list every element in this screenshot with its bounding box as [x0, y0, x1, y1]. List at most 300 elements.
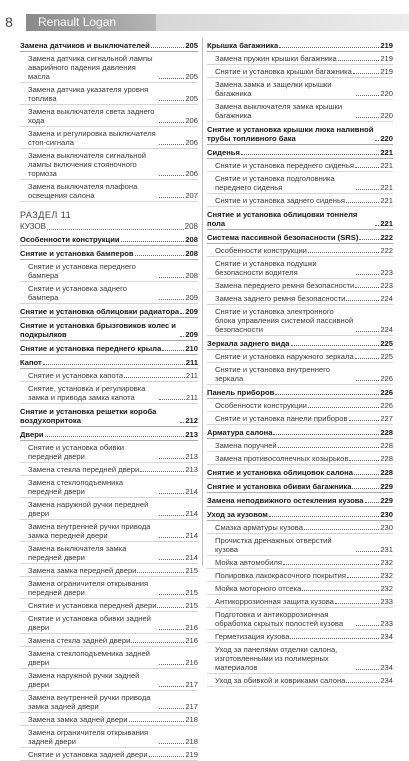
toc-leader	[353, 73, 380, 74]
toc-entry-title: Снятие и установка подушки безопасности водителя	[215, 259, 317, 277]
toc-leader	[162, 350, 184, 351]
toc-entry-page: 221	[380, 148, 393, 157]
toc-leader	[159, 664, 184, 665]
toc-leader	[159, 197, 184, 198]
toc-entry-page: 214	[185, 487, 198, 496]
toc-leader	[45, 436, 185, 437]
toc-entry-page: 211	[185, 371, 198, 380]
toc-entry[interactable]	[207, 339, 393, 350]
toc-leader	[124, 377, 185, 378]
toc-entry[interactable]	[207, 148, 393, 159]
toc-entry-title: Снятие и установка обивки багажника	[207, 482, 352, 491]
toc-entry-page: 232	[380, 584, 393, 593]
toc-subentry[interactable]	[20, 151, 198, 180]
toc-subentry[interactable]	[20, 129, 198, 149]
toc-entry-title: Снятие и установка брызговиков колес и подкрылков	[20, 321, 176, 339]
toc-entry-page: 211	[185, 358, 198, 367]
book-title: Renault Logan	[38, 15, 117, 29]
toc-entry-page: 221	[380, 161, 393, 170]
toc-entry-page: 219	[380, 41, 393, 50]
toc-entry-page: 230	[380, 523, 393, 532]
toc-entry[interactable]	[20, 235, 198, 246]
toc-entry-title: Уход за панелями отделки салона, изготовленными из полимерных материалов	[215, 645, 338, 672]
toc-subentry[interactable]	[20, 443, 198, 463]
toc-entry[interactable]	[20, 358, 198, 369]
toc-subentry[interactable]	[207, 645, 393, 674]
toc-leader	[354, 474, 379, 475]
toc-right-column	[207, 38, 393, 687]
toc-entry[interactable]	[20, 321, 198, 341]
toc-entry-title: Снятие и установка решетки короба воздухопритока	[20, 407, 157, 425]
toc-entry-page: 205	[185, 41, 198, 50]
toc-entry-title: Снятие и установка наружного зеркала	[215, 352, 354, 361]
toc-entry-page: 205	[185, 72, 198, 81]
toc-entry-page: 209	[185, 293, 198, 302]
toc-subentry[interactable]	[20, 566, 198, 577]
toc-leader	[359, 239, 379, 240]
toc-entry-title: Снятие и установка панели приборов	[215, 414, 348, 423]
toc-entry-page: 220	[380, 111, 393, 120]
header-bar	[156, 14, 409, 31]
toc-subentry[interactable]	[207, 259, 393, 279]
toc-subentry[interactable]	[207, 54, 393, 65]
toc-subentry[interactable]	[207, 454, 393, 465]
toc-entry-title: Особенности конструкции	[215, 246, 307, 255]
toc-subentry[interactable]	[207, 161, 393, 172]
toc-subentry[interactable]	[207, 584, 393, 595]
column-divider	[202, 38, 203, 566]
toc-entry-page: 234	[380, 676, 393, 685]
toc-subentry[interactable]	[207, 352, 393, 363]
toc-subentry[interactable]	[20, 54, 198, 83]
toc-entry-title: Замена ограничителя открывания передней двери	[28, 579, 149, 597]
toc-entry-page: 220	[380, 89, 393, 98]
toc-leader	[159, 708, 184, 709]
toc-leader	[356, 189, 379, 190]
toc-entry-title: Снятие и установка переднего бампера	[28, 262, 136, 280]
toc-entry-page: 224	[380, 325, 393, 334]
toc-subentry[interactable]	[207, 632, 393, 643]
toc-entry[interactable]	[207, 482, 393, 493]
toc-entry[interactable]	[207, 428, 393, 439]
toc-leader	[149, 756, 185, 757]
toc-entry-title: Уход за обивкой и ковриками салона	[215, 676, 346, 685]
toc-subentry[interactable]	[20, 465, 198, 476]
toc-entry-page: 206	[185, 169, 198, 178]
toc-entry-title: Двери	[20, 430, 44, 439]
toc-entry-title: Замена выключателя замка передней двери	[28, 544, 127, 562]
toc-subentry[interactable]	[207, 441, 393, 452]
toc-leader	[159, 559, 184, 560]
toc-leader	[135, 255, 185, 256]
toc-entry-title: Замена заднего ремня безопасности	[215, 294, 346, 303]
toc-entry-page: 208	[185, 235, 198, 244]
toc-entry-page: 214	[185, 509, 198, 518]
toc-subentry[interactable]	[20, 728, 198, 748]
toc-subentry[interactable]	[207, 307, 393, 336]
toc-entry-title: Замена поручней	[215, 441, 277, 450]
toc-leader	[278, 447, 380, 448]
toc-leader	[159, 493, 184, 494]
toc-entry-page: 220	[380, 134, 393, 143]
toc-subentry[interactable]	[20, 750, 198, 761]
toc-leader	[346, 682, 379, 683]
toc-subentry[interactable]	[20, 715, 198, 726]
toc-entry-title: Замена стекла передней двери	[28, 465, 140, 474]
toc-subentry[interactable]	[20, 522, 198, 542]
toc-subentry[interactable]	[207, 174, 393, 194]
toc-leader	[180, 313, 184, 314]
toc-subentry[interactable]	[20, 85, 198, 105]
toc-leader	[129, 721, 185, 722]
toc-leader	[352, 488, 379, 489]
toc-entry-title: Замена и регулировка выключателя стоп-сигнала	[28, 129, 156, 147]
toc-entry-page: 219	[380, 54, 393, 63]
toc-entry-page: 219	[185, 750, 198, 759]
toc-entry-title: Снятие и установка облицовки тоннеля пола	[207, 210, 358, 228]
toc-subentry[interactable]	[20, 601, 198, 612]
toc-entry-page: 213	[185, 452, 198, 461]
toc-entry-title: Замена стеклоподъемника задней двери	[28, 649, 151, 667]
toc-leader	[241, 154, 379, 155]
toc-entry-title: Снятие и установка обивки передней двери	[28, 443, 125, 461]
toc-entry-title: Снятие и установка задней двери	[28, 750, 148, 759]
toc-entry-page: 205	[185, 94, 198, 103]
toc-entry-title: Полировка лакокрасочного покрытия	[215, 571, 346, 580]
toc-left-column	[20, 38, 198, 761]
toc-subentry[interactable]	[207, 294, 393, 305]
toc-entry-page: 216	[185, 636, 198, 645]
toc-entry-page: 226	[380, 388, 393, 397]
toc-entry-title: Замена стекла задней двери	[28, 636, 131, 645]
toc-entry-title: Снятие и установка капота	[28, 371, 124, 380]
toc-entry-page: 232	[380, 571, 393, 580]
toc-entry-page: 222	[380, 246, 393, 255]
toc-entry-page: 226	[380, 401, 393, 410]
toc-entry-title: Снятие и установка электронного блока управления системой пассивной безопасности	[215, 307, 354, 334]
toc-subentry[interactable]	[20, 671, 198, 691]
toc-entry-page: 214	[185, 553, 198, 562]
toc-entry-page: 221	[380, 219, 393, 228]
toc-leader	[131, 642, 184, 643]
toc-leader	[43, 364, 185, 365]
toc-entry-page: 208	[185, 271, 198, 280]
toc-entry-page: 234	[380, 632, 393, 641]
toc-entry[interactable]	[20, 41, 198, 52]
toc-entry-page: 213	[185, 430, 198, 439]
toc-entry-page: 209	[185, 330, 198, 339]
toc-entry-page: 215	[185, 566, 198, 575]
toc-subentry[interactable]	[207, 365, 393, 385]
toc-entry[interactable]	[20, 430, 198, 441]
toc-entry-title: Замена стеклоподъемника передней двери	[28, 478, 124, 496]
toc-entry-page: 223	[380, 268, 393, 277]
toc-entry[interactable]	[207, 210, 393, 230]
toc-entry-page: 229	[380, 482, 393, 491]
toc-leader	[356, 625, 379, 626]
toc-entry-page: 225	[380, 352, 393, 361]
toc-entry-title: Замена выключателя замка крышки багажника	[215, 102, 343, 120]
toc-entry-title: Особенности конструкции	[215, 401, 307, 410]
toc-subentry[interactable]	[20, 182, 198, 202]
toc-subentry[interactable]	[20, 614, 198, 634]
toc-list-left-top	[20, 41, 198, 202]
toc-entry-title: Замена замка задней двери	[28, 715, 128, 724]
toc-leader	[308, 252, 379, 253]
toc-leader	[347, 577, 379, 578]
toc-leader	[159, 100, 184, 101]
toc-entry-page: 221	[380, 196, 393, 205]
toc-entry-page: 228	[380, 454, 393, 463]
toc-entry-title: Снятие и установка заднего бампера	[28, 284, 127, 302]
toc-subentry[interactable]	[20, 579, 198, 599]
toc-leader	[275, 394, 379, 395]
toc-leader	[47, 229, 184, 230]
toc-entry-title: Мойка моторного отсека	[215, 584, 302, 593]
toc-subentry[interactable]	[20, 636, 198, 647]
toc-subentry[interactable]	[207, 523, 393, 534]
toc-subentry[interactable]	[207, 536, 393, 556]
toc-leader	[304, 529, 379, 530]
toc-entry-title: Снятие и установка облицовок салона	[207, 468, 353, 477]
toc-entry-page: 229	[380, 496, 393, 505]
toc-entry[interactable]	[207, 41, 393, 52]
toc-leader	[159, 515, 184, 516]
toc-leader	[375, 225, 379, 226]
toc-leader	[338, 60, 380, 61]
toc-entry-page: 209	[185, 307, 198, 316]
toc-subentry[interactable]	[20, 284, 198, 304]
toc-entry-page: 212	[185, 416, 198, 425]
toc-subentry[interactable]	[20, 500, 198, 520]
toc-entry-title: Замена выключателя света заднего хода	[28, 107, 155, 125]
toc-leader	[283, 564, 379, 565]
toc-entry-page: 233	[380, 619, 393, 628]
toc-entry-title: Снятие и установка переднего сиденья	[215, 161, 354, 170]
toc-entry-page: 213	[185, 465, 198, 474]
toc-subentry[interactable]	[207, 67, 393, 78]
toc-entry-title: Снятие и установка переднего крыла	[20, 344, 162, 353]
toc-leader	[291, 345, 380, 346]
toc-leader	[159, 122, 184, 123]
toc-entry-title: Снятие и установка заднего сиденья	[215, 196, 346, 205]
toc-entry[interactable]	[20, 407, 198, 427]
toc-entry-page: 218	[185, 737, 198, 746]
toc-entry-page: 217	[185, 702, 198, 711]
toc-entry-title: Система пассивной безопасности (SRS)	[207, 233, 359, 242]
toc-entry-title: Замена датчика указателя уровня топлива	[28, 85, 149, 103]
toc-subentry[interactable]	[207, 676, 393, 687]
toc-leader	[356, 331, 379, 332]
section-page: 208	[184, 222, 198, 231]
toc-entry[interactable]	[20, 249, 198, 260]
section-title-row[interactable]	[20, 222, 198, 232]
toc-entry-page: 233	[380, 597, 393, 606]
toc-entry[interactable]	[207, 510, 393, 521]
toc-leader	[121, 241, 185, 242]
toc-subentry[interactable]	[207, 80, 393, 100]
toc-entry-page: 228	[380, 468, 393, 477]
toc-leader	[356, 551, 379, 552]
toc-entry-page: 232	[380, 558, 393, 567]
toc-subentry[interactable]	[207, 597, 393, 608]
toc-entry-title: Снятие и установка обивки задней двери	[28, 614, 151, 632]
toc-subentry[interactable]	[207, 610, 393, 630]
toc-entry-page: 218	[185, 715, 198, 724]
toc-leader	[157, 607, 184, 608]
toc-entry[interactable]	[207, 233, 393, 244]
toc-leader	[159, 277, 184, 278]
toc-entry-page: 225	[380, 339, 393, 348]
toc-entry-page: 219	[380, 67, 393, 76]
toc-leader	[151, 47, 185, 48]
toc-leader	[159, 743, 184, 744]
book-title-tab	[26, 14, 156, 31]
toc-entry-page: 222	[380, 233, 393, 242]
toc-entry-page: 208	[185, 249, 198, 258]
toc-leader	[349, 420, 380, 421]
toc-entry-title: Замена переднего ремня безопасности	[215, 281, 355, 290]
toc-entry-page: 224	[380, 294, 393, 303]
toc-entry-title: Замена датчика сигнальной лампы аварийного падения давления масла	[28, 54, 153, 81]
toc-subentry[interactable]	[20, 693, 198, 713]
toc-entry-page: 228	[380, 441, 393, 450]
toc-leader	[356, 669, 379, 670]
toc-entry[interactable]	[207, 468, 393, 479]
toc-leader	[279, 47, 379, 48]
toc-entry-page: 221	[380, 183, 393, 192]
toc-entry-page: 206	[185, 138, 198, 147]
toc-leader	[159, 78, 184, 79]
toc-entry-page: 210	[185, 344, 198, 353]
toc-entry-title: Замена внутренней ручки привода замка передней двери	[28, 522, 151, 540]
toc-leader	[159, 144, 184, 145]
toc-entry-page: 215	[185, 601, 198, 610]
toc-entry-page: 217	[185, 680, 198, 689]
toc-entry[interactable]	[207, 496, 393, 507]
toc-leader	[180, 336, 184, 337]
toc-leader	[159, 594, 184, 595]
toc-entry-page: 234	[380, 663, 393, 672]
toc-leader	[159, 175, 184, 176]
toc-leader	[302, 590, 379, 591]
toc-entry-title: Снятие, установка и регулировка замка и привода замка капота	[28, 384, 146, 402]
toc-subentry[interactable]	[207, 414, 393, 425]
toc-leader	[349, 460, 379, 461]
toc-entry-title: Смазка арматуры кузова	[215, 523, 303, 532]
toc-entry-title: Особенности конструкции	[20, 235, 120, 244]
toc-entry-page: 214	[185, 531, 198, 540]
toc-leader	[273, 434, 379, 435]
toc-entry-page: 231	[380, 545, 393, 554]
toc-entry-page: 216	[185, 623, 198, 632]
toc-entry-title: Зеркала заднего вида	[207, 339, 290, 348]
toc-subentry[interactable]	[207, 102, 393, 122]
toc-entry-title: Замена замка передней двери	[28, 566, 137, 575]
toc-entry-title: Замена неподвижного остекления кузова	[207, 496, 364, 505]
toc-entry-page: 230	[380, 510, 393, 519]
toc-entry-page: 223	[380, 281, 393, 290]
toc-entry-title: Снятие и установка бамперов	[20, 249, 134, 258]
toc-subentry[interactable]	[20, 478, 198, 498]
toc-subentry[interactable]	[207, 558, 393, 569]
toc-entry-title: Замена выключателя сигнальной лампы включения стояночного тормоза	[28, 151, 146, 178]
toc-entry[interactable]	[20, 307, 198, 318]
page-number: 8	[5, 14, 13, 30]
toc-leader	[140, 471, 184, 472]
toc-subentry[interactable]	[20, 544, 198, 564]
toc-entry-page: 216	[185, 658, 198, 667]
toc-entry-title: Замена наружной ручки задней двери	[28, 671, 140, 689]
toc-subentry[interactable]	[20, 371, 198, 382]
toc-subentry[interactable]	[20, 262, 198, 282]
toc-entry-title: Антикоррозионная защита кузова	[215, 597, 334, 606]
toc-subentry[interactable]	[20, 384, 198, 404]
toc-list-left-bottom	[20, 235, 198, 761]
toc-subentry[interactable]	[207, 401, 393, 412]
toc-subentry[interactable]	[207, 196, 393, 207]
toc-leader	[159, 686, 184, 687]
toc-leader	[269, 516, 379, 517]
toc-entry-title: Герметизация кузова	[215, 632, 290, 641]
toc-subentry[interactable]	[20, 107, 198, 127]
toc-entry-title: Арматура салона	[207, 428, 273, 437]
toc-entry-title: Замена датчиков и выключателей	[20, 41, 150, 50]
toc-entry-title: Замена противосолнечных козырьков	[215, 454, 349, 463]
toc-leader	[356, 380, 379, 381]
toc-entry[interactable]	[207, 125, 393, 145]
toc-leader	[159, 629, 184, 630]
toc-entry-title: Снятие и установка подголовника переднего сиденья	[215, 174, 335, 192]
toc-entry-title: Снятие и установка передней двери	[28, 601, 157, 610]
section-title: КУЗОВ	[20, 222, 46, 231]
toc-entry-page: 206	[185, 116, 198, 125]
toc-entry-title: Крышка багажника	[207, 41, 279, 50]
toc-entry-page: 228	[380, 428, 393, 437]
toc-leader	[159, 299, 184, 300]
toc-subentry[interactable]	[20, 649, 198, 669]
toc-entry-title: Прочистка дренажных отверстий кузова	[215, 536, 332, 554]
toc-entry-title: Снятие и установка крышки люка наливной трубы топливного бака	[207, 125, 374, 143]
toc-leader	[159, 458, 184, 459]
toc-entry-page: 207	[185, 191, 198, 200]
toc-leader	[365, 502, 380, 503]
toc-entry-title: Панель приборов	[207, 388, 275, 397]
toc-entry-title: Замена выключателя плафона освещения салона	[28, 182, 138, 200]
toc-entry[interactable]	[20, 344, 198, 355]
toc-entry-title: Замена внутренней ручки привода замка задней двери	[28, 693, 151, 711]
toc-entry[interactable]	[207, 388, 393, 399]
toc-leader	[355, 287, 379, 288]
toc-leader	[346, 300, 379, 301]
toc-leader	[308, 407, 379, 408]
toc-entry-title: Уход за кузовом	[207, 510, 268, 519]
toc-leader	[356, 274, 379, 275]
toc-entry-page: 226	[380, 374, 393, 383]
toc-list-right	[207, 41, 393, 687]
toc-subentry[interactable]	[207, 246, 393, 257]
toc-entry-title: Подготовка и антикоррозионная обработка скрытых полостей кузова	[215, 610, 344, 628]
toc-subentry[interactable]	[207, 281, 393, 292]
toc-entry-title: Замена ограничителя открывания задней двери	[28, 728, 149, 746]
toc-leader	[356, 95, 379, 96]
toc-entry-title: Мойка автомобиля	[215, 558, 282, 567]
toc-entry-title: Снятие и установка крышки багажника	[215, 67, 352, 76]
toc-entry-page: 211	[185, 393, 198, 402]
toc-entry-title: Замена замка и защелки крышки багажника	[215, 80, 332, 98]
toc-entry-title: Снятие и установка облицовки радиатора	[20, 307, 180, 316]
toc-subentry[interactable]	[207, 571, 393, 582]
